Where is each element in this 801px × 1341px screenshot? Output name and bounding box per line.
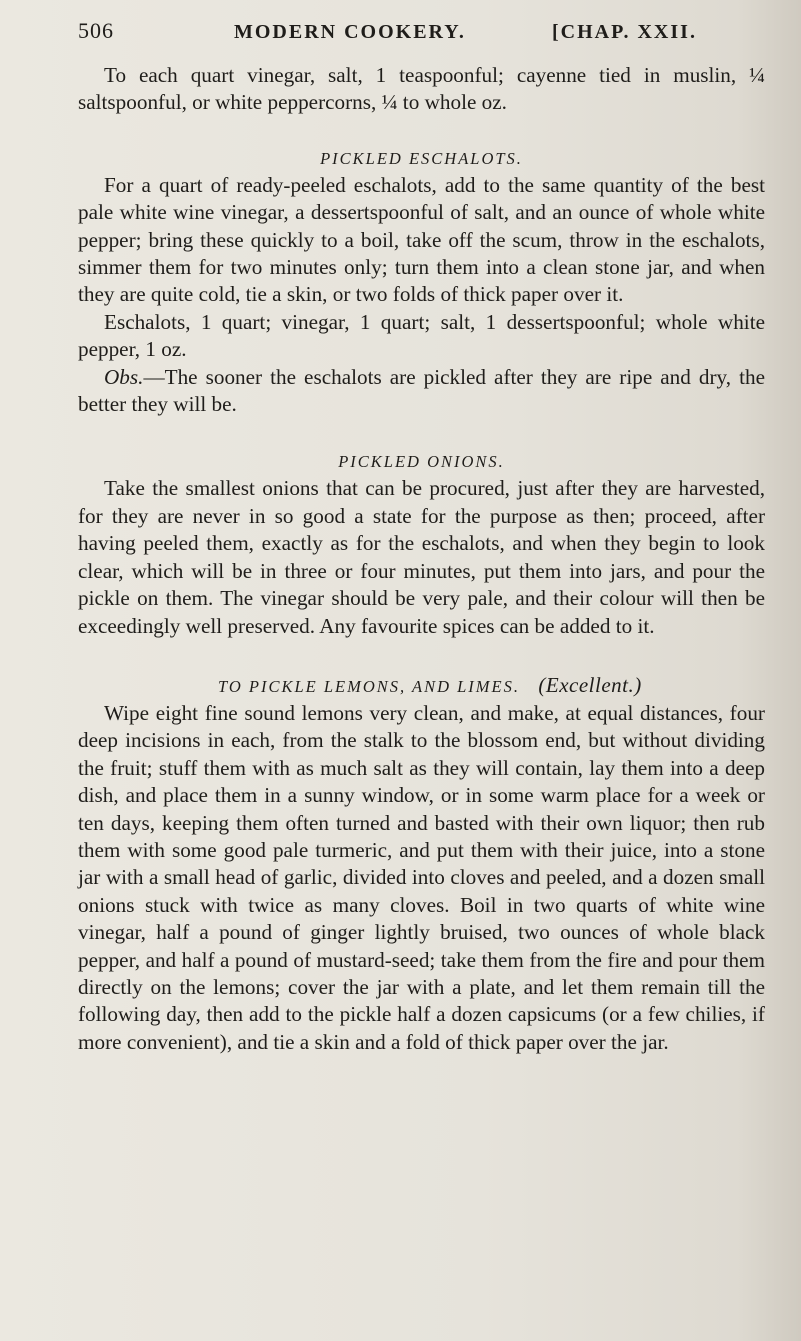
excellent-tag: (Excellent.)	[538, 672, 642, 697]
paragraph-eschalots-quantities: Eschalots, 1 quart; vinegar, 1 quart; salt, 1 dessertspoonful; whole white pepper, 1 oz.	[78, 309, 765, 362]
chapter-reference: [CHAP. XXII.	[552, 21, 697, 43]
obs-label: Obs.	[104, 364, 144, 389]
running-title: MODERN COOKERY.	[234, 21, 466, 43]
running-head	[78, 18, 765, 62]
paragraph-eschalots-method: For a quart of ready-peeled eschalots, add to the same quantity of the best pale white wine vinegar, a dessertspoonful of salt, and an ounce of whole white pepper; bring these quickly to a boil, take off the scum, throw in the eschalots, simmer them for two minutes only; turn them into a clean stone jar, and when they are quite cold, tie a skin, or two folds of thick paper over it.	[78, 172, 765, 307]
paragraph-eschalots-observation	[78, 364, 765, 419]
section-title-pickled-onions: PICKLED ONIONS.	[338, 452, 505, 472]
page-number: 506	[78, 18, 114, 43]
obs-text: —The sooner the eschalots are pickled after they are ripe and dry, the better they will be.	[78, 364, 765, 417]
section-title-pickle-lemons	[78, 672, 765, 700]
section-title-pickled-eschalots: PICKLED ESCHALOTS.	[320, 148, 523, 168]
paragraph-onions-method: Take the smallest onions that can be procured, just after they are harvested, for they are never in so good a state for the purpose as then; proceed, after having peeled them, exactly as for the eschalots, and when they begin to look clear, which will be in three or four minutes, put them into jars, and pour the pickle on them. The vinegar should be very pale, and their colour will then be exceedingly well preserved. Any favourite spices can be added to it.	[78, 476, 765, 638]
section-title-text: TO PICKLE LEMONS, AND LIMES.	[218, 676, 521, 696]
paragraph-lemons-method: Wipe eight fine sound lemons very clean, and make, at equal distances, four deep incisions in each, from the stalk to the blossom end, but without dividing the fruit; stuff them with as much salt as they will contain, lay them into a deep dish, and place them in a sunny window, or in some warm place for a week or ten days, keeping them often turned and basted with their own liquor; then rub them with some good pale turmeric, and put them with their juice, into a stone jar with a small head of garlic, divided into cloves and peeled, and a dozen small onions stuck with twice as many cloves. Boil in two quarts of white wine vinegar, half a pound of ginger lightly bruised, two ounces of whole black pepper, and half a pound of mustard-seed; take them from the fire and pour them directly on the lemons; cover the jar with a plate, and let them remain till the following day, then add to the pickle half a dozen capsicums (or a few chilies, if more convenient), and tie a skin and a fold of thick paper over the jar.	[78, 700, 765, 1054]
intro-paragraph: To each quart vinegar, salt, 1 teaspoonful; cayenne tied in muslin, ¼ saltspoonful, or white peppercorns, ¼ to whole oz.	[78, 63, 765, 115]
